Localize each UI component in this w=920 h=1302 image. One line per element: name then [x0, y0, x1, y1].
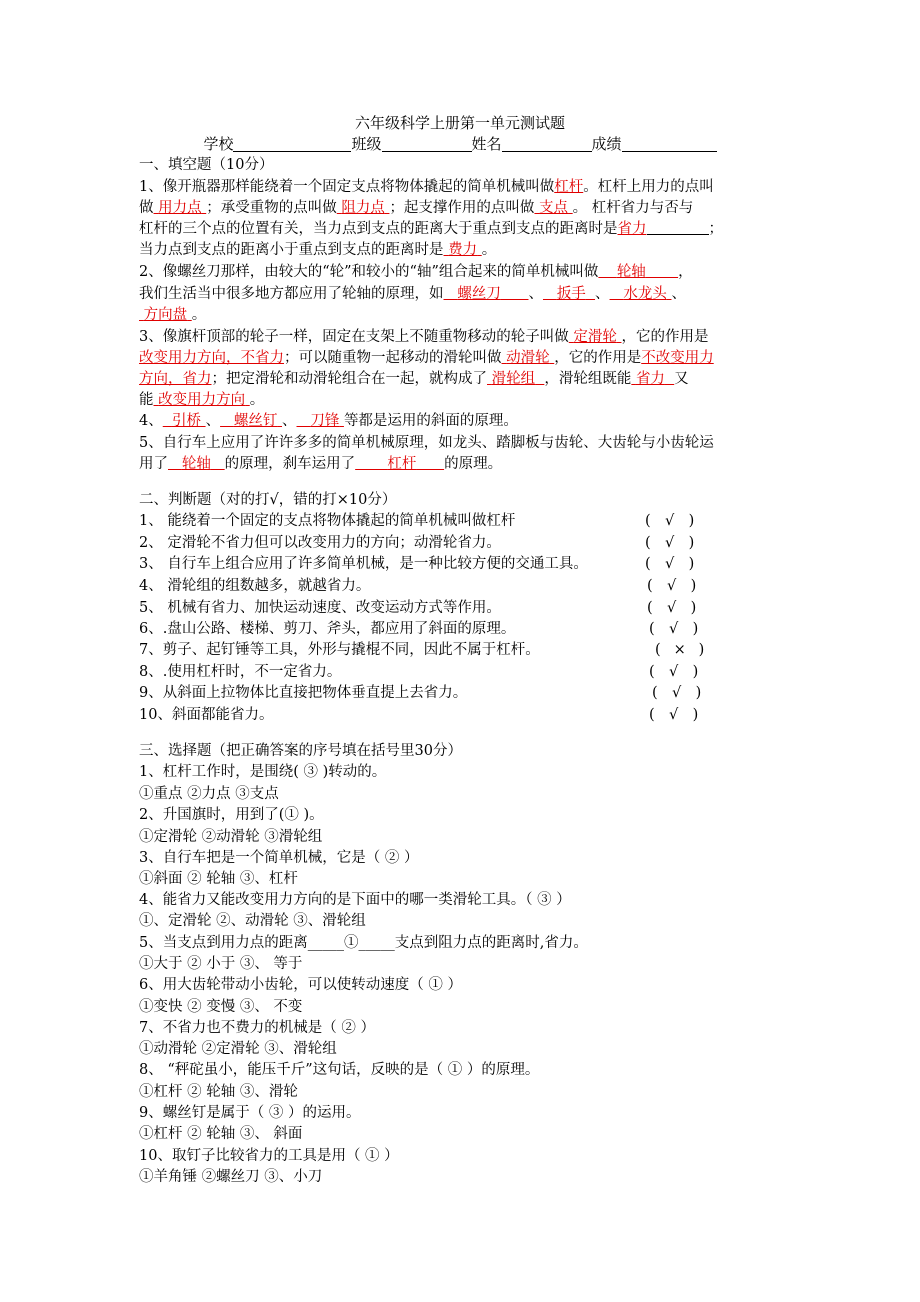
answer: 水龙头 — [623, 286, 667, 302]
answer: 动滑轮 — [506, 350, 550, 366]
answer: 杠杆 — [554, 179, 584, 195]
class-blank[interactable] — [382, 135, 472, 152]
judge-answer: ( √ ) — [649, 621, 699, 637]
judge-item: 1、 能绕着一个固定的支点将物体撬起的简单机械叫做杠杆 — [139, 513, 516, 529]
section1-heading: 一、填空题（10分） — [139, 157, 274, 173]
judge-answer: ( √ ) — [647, 600, 697, 616]
fill-q4-line1: 4、 引桥 、 螺丝钉 、 刀锋 等都是运用的斜面的原理。 — [139, 413, 518, 429]
choice-options: ①动滑轮 ②定滑轮 ③、滑轮组 — [139, 1041, 337, 1057]
fill-q3-line1: 3、像旗杆顶部的轮子一样，固定在支架上不随重物移动的轮子叫做 定滑轮 ，它的作用是 — [139, 329, 709, 345]
judge-item: 6、.盘山公路、楼梯、剪刀、斧头，都应用了斜面的原理。 — [139, 621, 516, 637]
answer: 定滑轮 — [573, 329, 617, 345]
judge-answer: ( √ ) — [649, 664, 699, 680]
answer: 改变用力方向 — [158, 392, 246, 408]
answer: 不改变用力 — [641, 350, 714, 366]
answer: 省力 — [617, 221, 647, 237]
fill-q2-line1: 2、像螺丝刀那样，由较大的“轮”和较小的“轴”组合起来的简单机械叫做 轮轴 ， — [139, 264, 693, 280]
answer: 滑轮组 — [491, 371, 536, 387]
judge-item: 9、从斜面上拉物体比直接把物体垂直提上去省力。 — [139, 685, 468, 701]
answer: 方向，省力 — [139, 371, 212, 387]
student-info-line — [0, 133, 920, 155]
judge-answer: ( √ ) — [645, 556, 695, 572]
choice-question: 6、用大齿轮带动小齿轮，可以使转动速度（ ① ） — [139, 977, 462, 993]
choice-question: 7、不省力也不费力的机械是（ ② ） — [139, 1020, 375, 1036]
judge-item: 2、 定滑轮不省力但可以改变用力的方向；动滑轮省力。 — [139, 535, 501, 551]
fill-q2-line2: 我们生活当中很多地方都应用了轮轴的原理，如 螺丝刀 、 扳手 、 水龙头 、 — [139, 286, 686, 302]
choice-options: ①重点 ②力点 ③支点 — [139, 786, 279, 802]
judge-item: 7、剪子、起钉锤等工具，外形与撬棍不同，因此不属于杠杆。 — [139, 642, 540, 658]
score-blank[interactable] — [622, 135, 717, 152]
judge-answer: ( √ ) — [647, 578, 697, 594]
choice-options: ①杠杆 ② 轮轴 ③、 斜面 — [139, 1126, 303, 1142]
answer: 支点 — [539, 200, 569, 216]
class-label: 班级 — [351, 135, 382, 153]
answer: 改变用力方向，不省力 — [139, 350, 284, 366]
answer: 费力 — [448, 242, 478, 258]
name-label: 姓名 — [471, 135, 502, 153]
judge-item: 8、.使用杠杆时，不一定省力。 — [139, 664, 342, 680]
choice-question: 8、 “秤砣虽小，能压千斤”这句话，反映的是（ ① ）的原理。 — [139, 1062, 540, 1078]
answer: 方向盘 — [143, 307, 188, 323]
choice-options: ①、定滑轮 ②、动滑轮 ③、滑轮组 — [139, 913, 366, 929]
choice-question: 10、取钉子比较省力的工具是用（ ① ） — [139, 1148, 399, 1164]
answer: 阻力点 — [341, 200, 385, 216]
answer: 轮轴 — [616, 264, 646, 280]
judge-answer: ( × ) — [655, 642, 705, 658]
choice-options: ①羊角锤 ②螺丝刀 ③、小刀 — [139, 1169, 323, 1185]
choice-options: ①杠杆 ② 轮轴 ③、滑轮 — [139, 1084, 298, 1100]
fill-q2-line3: 方向盘 。 — [139, 304, 789, 326]
answer: 引桥 — [171, 413, 201, 429]
choice-question: 1、杠杆工作时，是围绕( ③ )转动的。 — [139, 764, 387, 780]
answer: 用力点 — [158, 200, 202, 216]
choice-options: ①大于 ② 小于 ③、 等于 — [139, 956, 303, 972]
choice-question: 2、升国旗时，用到了(① )。 — [139, 807, 324, 823]
answer: 刀锋 — [310, 413, 340, 429]
choice-options: ①变快 ② 变慢 ③、 不变 — [139, 999, 303, 1015]
answer: 省力 — [635, 371, 665, 387]
answer-blank[interactable] — [647, 220, 709, 235]
answer: 螺丝钉 — [233, 413, 278, 429]
answer: 轮轴 — [181, 456, 211, 472]
fill-q5-line2: 用了 轮轴 的原理，刹车运用了 杠杆 的原理。 — [139, 456, 503, 472]
fill-q1-line2: 做 用力点 ；承受重物的点叫做 阻力点 ；起支撑作用的点叫做 支点 。 杠杆省力与否与 — [139, 200, 694, 216]
exam-title: 六年级科学上册第一单元测试题 — [354, 114, 565, 132]
choice-options: ①斜面 ② 轮轴 ③、杠杆 — [139, 871, 298, 887]
judge-answer: ( √ ) — [645, 513, 695, 529]
fill-q3-line4: 能 改变用力方向 。 — [139, 392, 265, 408]
name-blank[interactable] — [502, 135, 592, 152]
choice-question: 3、自行车把是一个简单机械，它是（ ② ） — [139, 850, 419, 866]
section2-heading: 二、判断题（对的打√，错的打×10分） — [139, 492, 397, 508]
judge-item: 5、 机械有省力、加快运动速度、改变运动方式等作用。 — [139, 600, 501, 616]
answer: 扳手 — [556, 286, 586, 302]
answer: 螺丝刀 — [457, 286, 501, 302]
school-label: 学校 — [203, 135, 234, 153]
choice-question: 4、能省力又能改变用力方向的是下面中的哪一类滑轮工具。（ ③ ） — [139, 892, 571, 908]
score-label: 成绩 — [591, 135, 622, 153]
fill-q5-line1: 5、自行车上应用了许许多多的简单机械原理，如龙头、踏脚板与齿轮、大齿轮与小齿轮运 — [139, 435, 714, 451]
judge-answer: ( √ ) — [652, 685, 702, 701]
judge-item: 10、斜面都能省力。 — [139, 707, 274, 723]
judge-item: 3、 自行车上组合应用了许多简单机械，是一种比较方便的交通工具。 — [139, 556, 588, 572]
fill-q1-line4: 当力点到支点的距离小于重点到支点的距离时是 费力 。 — [139, 242, 497, 258]
choice-question: 5、当支点到用力点的距离_____①_____支点到阻力点的距离时,省力。 — [139, 935, 588, 951]
fill-q1-line1: 1、像开瓶器那样能绕着一个固定支点将物体撬起的简单机械叫做杠杆。杠杆上用力的点叫 — [139, 179, 714, 195]
school-blank[interactable] — [233, 135, 351, 152]
answer: 杠杆 — [387, 456, 417, 472]
fill-q3-line2: 改变用力方向，不省力；可以随重物一起移动的滑轮叫做 动滑轮 ，它的作用是不改变用力 — [139, 350, 714, 366]
choice-options: ①定滑轮 ②动滑轮 ③滑轮组 — [139, 829, 323, 845]
fill-q3-line3: 方向，省力；把定滑轮和动滑轮组合在一起，就构成了 滑轮组 ，滑轮组既能 省力 又 — [139, 371, 689, 387]
section3-heading: 三、选择题（把正确答案的序号填在括号里30分） — [139, 743, 462, 759]
judge-answer: ( √ ) — [649, 707, 699, 723]
judge-answer: ( √ ) — [645, 535, 695, 551]
judge-item: 4、 滑轮组的组数越多，就越省力。 — [139, 578, 371, 594]
fill-q1-line3: 杠杆的三个点的位置有关，当力点到支点的距离大于重点到支点的距离时是省力 ； — [139, 221, 723, 237]
choice-question: 9、螺丝钉是属于（ ③ ）的运用。 — [139, 1105, 361, 1121]
